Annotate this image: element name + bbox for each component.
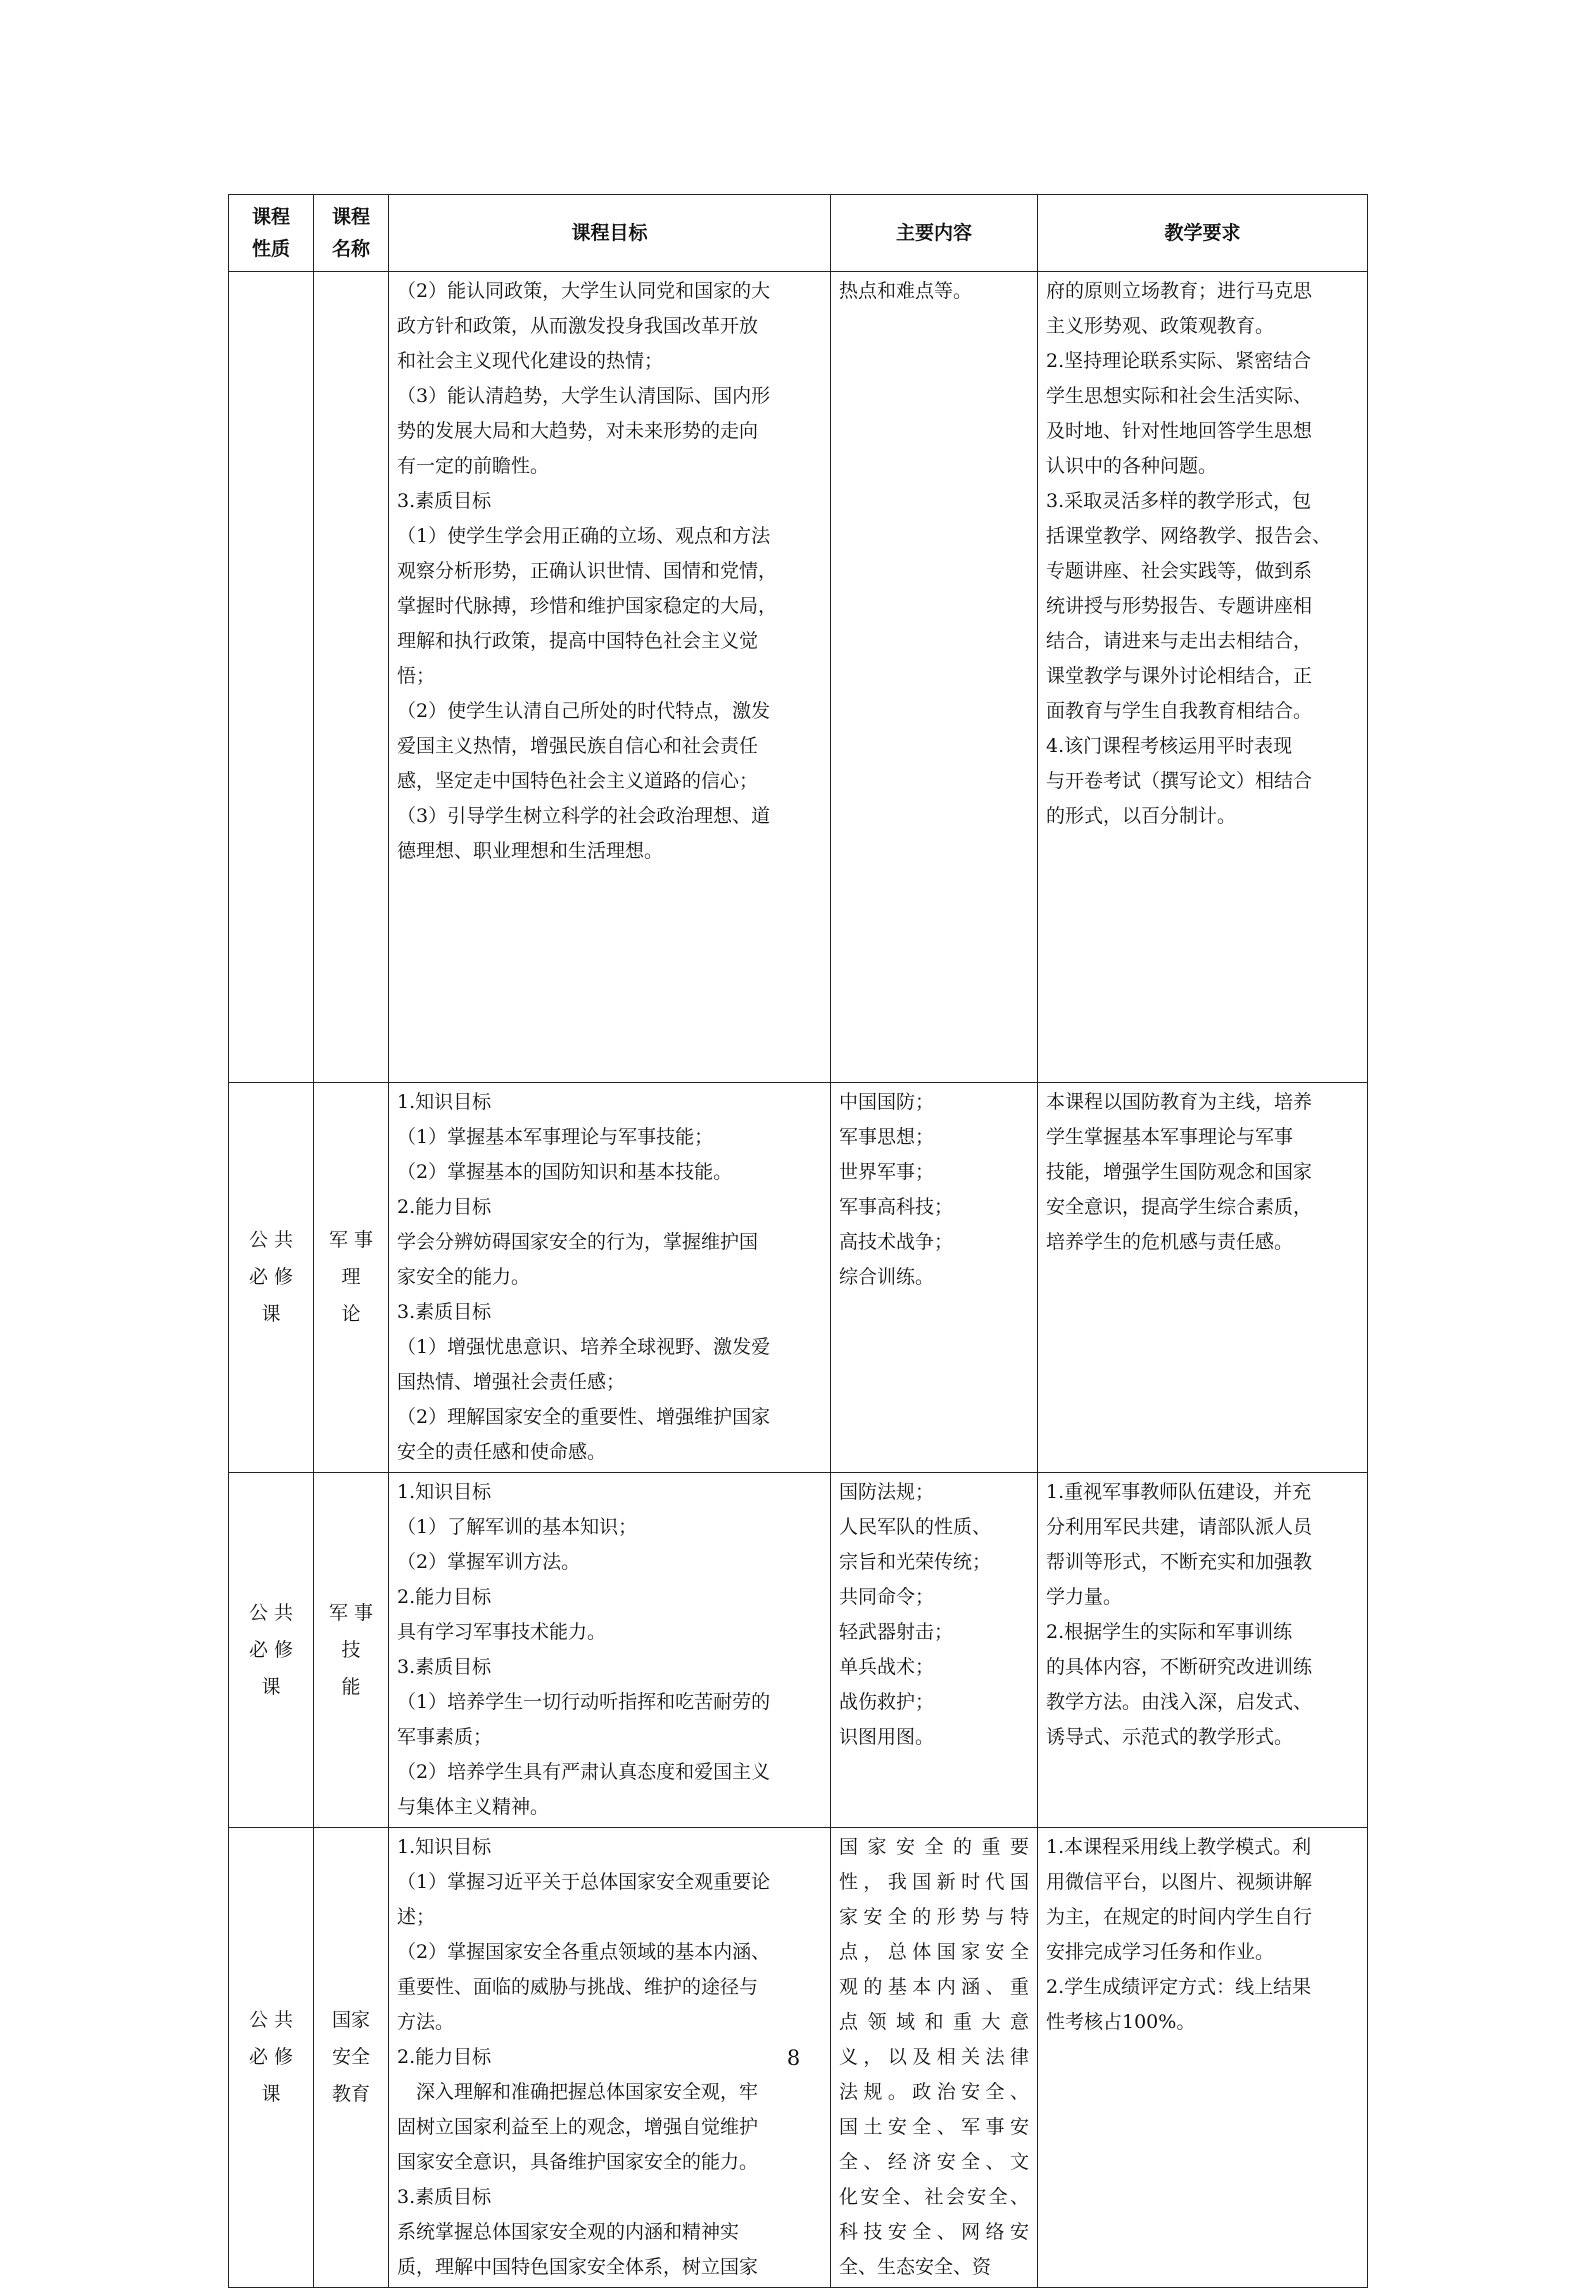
cell-text-line: 化安全、社会安全、	[839, 2186, 1029, 2208]
cell-text-line: 2.能力目标	[397, 1586, 492, 1608]
cell-text-line: （3）能认清趋势，大学生认清国际、国内形	[397, 385, 771, 407]
cell-text-line: 家安全的能力。	[397, 1266, 531, 1288]
course-goals-cell	[389, 272, 831, 1083]
cell-text-line: 课	[261, 1303, 281, 1325]
cell-text-line: 述；	[397, 1906, 436, 1928]
cell-text-line: 与集体主义精神。	[397, 1796, 550, 1818]
teaching-requirements-cell	[1038, 272, 1368, 1083]
cell-text-line: （2）使学生认清自己所处的时代特点，激发	[397, 700, 771, 722]
main-content-cell	[831, 1473, 1038, 1828]
cell-text-line: 家安全的形势与特	[839, 1906, 1029, 1928]
cell-text-line: 技	[341, 1638, 361, 1661]
cell-text-line: 国家安全的重要	[839, 1836, 1029, 1858]
cell-text-line: 全、生态安全、资	[839, 2256, 992, 2278]
cell-text-line: （1）掌握习近平关于总体国家安全观重要论	[397, 1871, 771, 1893]
cell-text-line: 人民军队的性质、	[839, 1516, 992, 1538]
cell-text-line: 中国国防；	[839, 1091, 935, 1113]
cell-text-line: 爱国主义热情，增强民族自信心和社会责任	[397, 735, 759, 757]
cell-text-line: 安排完成学习任务和作业。	[1046, 1941, 1275, 1963]
cell-text-line: 军事思想；	[839, 1126, 935, 1148]
cell-text-line: （1）增强忧患意识、培养全球视野、激发爱	[397, 1336, 771, 1358]
cell-text-line: 观的基本内涵、重	[839, 1976, 1029, 1998]
cell-text-line: 课堂教学与课外讨论相结合，正	[1046, 665, 1313, 687]
cell-text-line: 必 修	[248, 1266, 294, 1288]
cell-text-line: 德理想、职业理想和生活理想。	[397, 840, 664, 862]
cell-text-line: 轻武器射击；	[839, 1621, 954, 1643]
header-course-type: 课程 性质	[229, 195, 314, 272]
cell-text-line: （3）引导学生树立科学的社会政治理想、道	[397, 805, 771, 827]
cell-text-line: 感，坚定走中国特色社会主义道路的信心；	[397, 770, 759, 792]
cell-text-line: 2.能力目标	[397, 2046, 492, 2068]
page-number: 8	[786, 2046, 801, 2070]
header-course-goals: 课程目标	[389, 195, 831, 272]
cell-text-line: 军事素质；	[397, 1726, 493, 1748]
cell-text-line: 共同命令；	[839, 1586, 935, 1608]
cell-text-line: 的形式，以百分制计。	[1046, 805, 1237, 827]
cell-text-line: 课	[261, 2083, 281, 2105]
cell-text-line: 性，我国新时代国	[839, 1871, 1029, 1893]
cell-text-line: 安全	[331, 2046, 370, 2068]
cell-text-line: 3.素质目标	[397, 1656, 492, 1678]
cell-text-line: 政方针和政策，从而激发投身我国改革开放	[397, 315, 759, 337]
cell-text-line: 分利用军民共建，请部队派人员	[1046, 1516, 1313, 1538]
curriculum-table	[228, 194, 1368, 2288]
cell-text-line: 2.坚持理论联系实际、紧密结合	[1046, 350, 1312, 372]
cell-text-line: 国土安全、军事安	[839, 2116, 1029, 2138]
cell-text-line: 学会分辨妨碍国家安全的行为，掌握维护国	[397, 1231, 759, 1253]
cell-text-line: （1）培养学生一切行动听指挥和吃苦耐劳的	[397, 1691, 771, 1713]
cell-text-line: 重要性、面临的威胁与挑战、维护的途径与	[397, 1976, 759, 1998]
cell-text-line: 单兵战术；	[839, 1656, 935, 1678]
cell-text-line: 府的原则立场教育；进行马克思	[1046, 280, 1313, 302]
cell-text-line: （2）能认同政策，大学生认同党和国家的大	[397, 280, 771, 302]
cell-text-line: （2）掌握国家安全各重点领域的基本内涵、	[397, 1941, 771, 1963]
cell-text-line: 点领域和重大意	[839, 2011, 1029, 2033]
cell-text-line: 面教育与学生自我教育相结合。	[1046, 700, 1313, 722]
cell-text-line: 义，以及相关法律	[839, 2046, 1029, 2068]
cell-text-line: 帮训等形式，不断充实和加强教	[1046, 1551, 1313, 1573]
cell-text-line: 法规。政治安全、	[839, 2081, 1029, 2103]
cell-text-line: 全、经济安全、文	[839, 2151, 1029, 2173]
cell-text-line: （1）了解军训的基本知识；	[397, 1516, 638, 1538]
table-body	[229, 272, 1368, 2288]
cell-text-line: 国防法规；	[839, 1481, 935, 1503]
cell-text-line: 3.素质目标	[397, 1301, 492, 1323]
table-header-row	[229, 195, 1368, 272]
cell-text-line: 论	[341, 1303, 361, 1325]
cell-text-line: 军事高科技；	[839, 1196, 954, 1218]
header-main-content: 主要内容	[831, 195, 1038, 272]
cell-text-line: 世界军事；	[839, 1161, 935, 1183]
cell-text-line: 有一定的前瞻性。	[397, 455, 550, 477]
course-type-cell	[229, 1083, 314, 1473]
cell-text-line: 识图用图。	[839, 1726, 935, 1748]
cell-text-line: 3.采取灵活多样的教学形式，包	[1046, 490, 1312, 512]
cell-text-line: 教学方法。由浅入深，启发式、	[1046, 1691, 1313, 1713]
cell-text-line: 3.素质目标	[397, 490, 492, 512]
cell-text-line: 认识中的各种问题。	[1046, 455, 1218, 477]
header-teaching-requirements: 教学要求	[1038, 195, 1368, 272]
cell-text-line: 具有学习军事技术能力。	[397, 1621, 607, 1643]
cell-text-line: 1.重视军事教师队伍建设，并充	[1046, 1481, 1312, 1503]
cell-text-line: 1.知识目标	[397, 1091, 492, 1113]
cell-text-line: 用微信平台，以图片、视频讲解	[1046, 1871, 1313, 1893]
cell-text-line: 1.知识目标	[397, 1836, 492, 1858]
cell-text-line: 宗旨和光荣传统；	[839, 1551, 992, 1573]
cell-text-line: 教育	[331, 2083, 370, 2105]
main-content-cell	[831, 272, 1038, 1083]
cell-text-line: 战伤救护；	[839, 1691, 935, 1713]
course-goals-cell	[389, 1473, 831, 1828]
cell-text-line: 主义形势观、政策观教育。	[1046, 315, 1275, 337]
cell-text-line: 点，总体国家安全	[839, 1941, 1029, 1963]
cell-text-line: 军 事	[328, 1229, 374, 1251]
cell-text-line: 理解和执行政策，提高中国特色社会主义觉	[397, 630, 759, 652]
table-row	[229, 1473, 1368, 1828]
cell-text-line: 及时地、针对性地回答学生思想	[1046, 420, 1313, 442]
cell-text-line: 必 修	[248, 1638, 294, 1661]
cell-text-line: 技能，增强学生国防观念和国家	[1046, 1161, 1313, 1183]
cell-text-line: 2.根据学生的实际和军事训练	[1046, 1621, 1293, 1643]
cell-text-line: 1.知识目标	[397, 1481, 492, 1503]
cell-text-line: 悟；	[397, 665, 436, 687]
cell-text-line: 学力量。	[1046, 1586, 1123, 1608]
course-name-cell	[314, 1083, 389, 1473]
cell-text-line: （2）掌握基本的国防知识和基本技能。	[397, 1161, 733, 1183]
course-name-cell	[314, 272, 389, 1083]
cell-text-line: 的具体内容，不断研究改进训练	[1046, 1656, 1313, 1678]
cell-text-line: 3.素质目标	[397, 2186, 492, 2208]
cell-text-line: 1.本课程采用线上教学模式。利	[1046, 1836, 1312, 1858]
cell-text-line: （1）使学生学会用正确的立场、观点和方法	[397, 525, 771, 547]
cell-text-line: 2.学生成绩评定方式：线上结果	[1046, 1976, 1312, 1998]
main-content-cell	[831, 1083, 1038, 1473]
cell-text-line: 系统掌握总体国家安全观的内涵和精神实	[397, 2221, 740, 2243]
table-row	[229, 272, 1368, 1083]
cell-text-line: 热点和难点等。	[839, 280, 973, 302]
cell-text-line: 安全意识，提高学生综合素质，	[1046, 1196, 1313, 1218]
cell-text-line: 掌握时代脉搏，珍惜和维护国家稳定的大局，	[397, 595, 778, 617]
cell-text-line: 国热情、增强社会责任感；	[397, 1371, 626, 1393]
cell-text-line: 能	[341, 1675, 361, 1698]
cell-text-line: 观察分析形势，正确认识世情、国情和党情，	[397, 560, 778, 582]
cell-text-line: 方法。	[397, 2011, 455, 2033]
cell-text-line: 与开卷考试（撰写论文）相结合	[1046, 770, 1313, 792]
cell-text-line: 势的发展大局和大趋势，对未来形势的走向	[397, 420, 759, 442]
cell-text-line: （2）理解国家安全的重要性、增强维护国家	[397, 1406, 771, 1428]
teaching-requirements-cell	[1038, 1083, 1368, 1473]
cell-text-line: 军 事	[328, 1601, 374, 1624]
cell-text-line: 公 共	[248, 1229, 294, 1251]
cell-text-line: 本课程以国防教育为主线，培养	[1046, 1091, 1313, 1113]
cell-text-line: 专题讲座、社会实践等，做到系	[1046, 560, 1313, 582]
cell-text-line: 公 共	[248, 2009, 294, 2031]
cell-text-line: 学生掌握基本军事理论与军事	[1046, 1126, 1294, 1148]
cell-text-line: 学生思想实际和社会生活实际、	[1046, 385, 1313, 407]
cell-text-line: （2）掌握军训方法。	[397, 1551, 581, 1573]
cell-text-line: 深入理解和准确把握总体国家安全观，牢	[397, 2081, 759, 2103]
cell-text-line: 国家	[331, 2009, 370, 2031]
course-name-cell	[314, 1473, 389, 1828]
cell-text-line: 性考核占100%。	[1046, 2011, 1196, 2033]
cell-text-line: 4.该门课程考核运用平时表现	[1046, 735, 1293, 757]
cell-text-line: 综合训练。	[839, 1266, 935, 1288]
header-course-name: 课程 名称	[314, 195, 389, 272]
cell-text-line: 结合，请进来与走出去相结合，	[1046, 630, 1313, 652]
cell-text-line: （2）培养学生具有严肃认真态度和爱国主义	[397, 1761, 771, 1783]
cell-text-line: 2.能力目标	[397, 1196, 492, 1218]
cell-text-line: 为主，在规定的时间内学生自行	[1046, 1906, 1313, 1928]
cell-text-line: 安全的责任感和使命感。	[397, 1441, 607, 1463]
cell-text-line: 诱导式、示范式的教学形式。	[1046, 1726, 1294, 1748]
table-row	[229, 1083, 1368, 1473]
cell-text-line: 固树立国家利益至上的观念，增强自觉维护	[397, 2116, 759, 2138]
cell-text-line: 高技术战争；	[839, 1231, 954, 1253]
cell-text-line: 质，理解中国特色国家安全体系，树立国家	[397, 2256, 759, 2278]
teaching-requirements-cell	[1038, 1473, 1368, 1828]
cell-text-line: 培养学生的危机感与责任感。	[1046, 1231, 1294, 1253]
cell-text-line: 理	[341, 1266, 361, 1288]
cell-text-line: 国家安全意识，具备维护国家安全的能力。	[397, 2151, 759, 2173]
cell-text-line: 公 共	[248, 1601, 294, 1624]
course-goals-cell	[389, 1083, 831, 1473]
cell-text-line: 和社会主义现代化建设的热情；	[397, 350, 664, 372]
course-type-cell	[229, 272, 314, 1083]
cell-text-line: 统讲授与形势报告、专题讲座相	[1046, 595, 1313, 617]
cell-text-line: （1）掌握基本军事理论与军事技能；	[397, 1126, 714, 1148]
cell-text-line: 必 修	[248, 2046, 294, 2068]
cell-text-line: 括课堂教学、网络教学、报告会、	[1046, 525, 1332, 547]
course-type-cell	[229, 1473, 314, 1828]
cell-text-line: 科技安全、网络安	[839, 2221, 1029, 2243]
cell-text-line: 课	[261, 1675, 281, 1698]
